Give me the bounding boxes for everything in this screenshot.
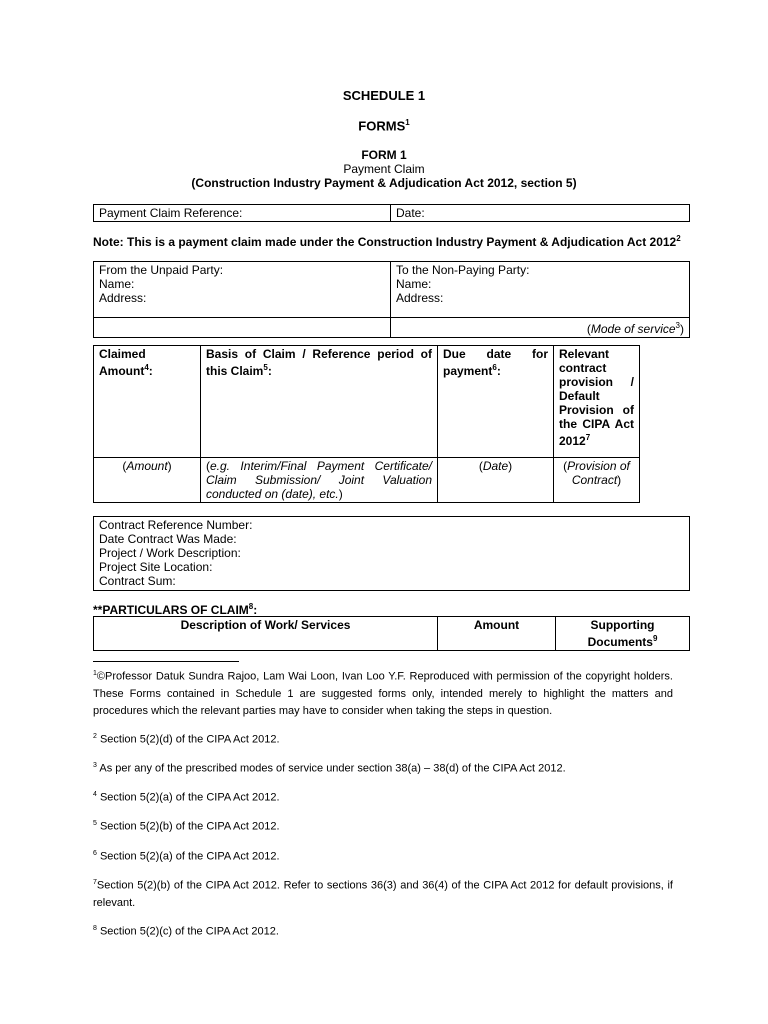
note-text <box>93 232 693 249</box>
contract-details-cell[interactable] <box>94 517 690 591</box>
contract-details-table <box>93 516 690 591</box>
due-date-header: Due date for payment$^6$: <box>438 346 554 458</box>
due-date-cell[interactable]: (Date) <box>438 458 554 503</box>
claimed-amount-header-text: Claimed Amount <box>99 347 146 378</box>
schedule-heading: SCHEDULE 1 <box>342 88 426 103</box>
footnote-4-num: 4 <box>93 791 97 798</box>
amount-cell[interactable]: (Amount) <box>94 458 201 503</box>
footnote-separator <box>93 661 239 662</box>
mode-footnote-ref: 3 <box>675 321 680 330</box>
forms-heading <box>0 118 768 133</box>
basis-of-claim-header: Basis of Claim / Reference period of this Claim$^5$: <box>201 346 438 458</box>
to-name-label: Name: <box>396 277 432 291</box>
footnote-8-text: Section 5(2)(c) of the CIPA Act 2012. <box>96 925 279 938</box>
description-header: Description of Work/ Services <box>94 617 438 651</box>
footnote-3 <box>93 757 673 778</box>
claimed-amount-ref: 4 <box>144 363 149 372</box>
contract-reference-label: Contract Reference Number: <box>99 518 253 532</box>
supporting-documents-text: Supporting Documents <box>587 618 655 649</box>
date-contract-made-label: Date Contract Was Made: <box>99 532 237 546</box>
claim-table <box>93 345 640 503</box>
project-site-label: Project Site Location: <box>99 560 213 574</box>
forms-heading-text: FORMS <box>358 118 406 134</box>
footnote-1-num: 1 <box>93 670 97 677</box>
footnote-1 <box>93 665 673 720</box>
basis-of-claim-ref: 5 <box>263 363 268 372</box>
forms-footnote-ref: 1 <box>405 118 410 127</box>
project-description-label: Project / Work Description: <box>99 546 241 560</box>
reference-table <box>93 204 690 222</box>
footnote-6 <box>93 845 673 866</box>
particulars-table <box>93 616 690 651</box>
footnote-7 <box>93 874 673 912</box>
basis-cell[interactable]: (e.g. Interim/Final Payment Certificate/ Claim Submission/ Joint Valuation conducted on (date), etc.) <box>201 458 438 503</box>
relevant-provision-header-text: Relevant contract provision / Default Provision of the CIPA Act 2012 <box>559 347 634 448</box>
footnote-5-text: Section 5(2)(b) of the CIPA Act 2012. <box>96 820 280 833</box>
unpaid-party-cell[interactable] <box>94 262 391 318</box>
footnote-8 <box>93 920 673 941</box>
supporting-documents-ref: 9 <box>652 634 658 643</box>
provision-cell[interactable]: (Provision of Contract) <box>554 458 640 503</box>
due-date-placeholder: Date <box>482 459 509 473</box>
footnote-7-num: 7 <box>93 879 97 886</box>
claimed-amount-header: Claimed Amount$^4$: <box>94 346 201 458</box>
footnote-5-num: 5 <box>93 820 97 827</box>
form-heading <box>0 148 768 190</box>
footnote-2 <box>93 728 673 749</box>
supporting-documents-header <box>556 617 690 651</box>
footnote-1-text: ©Professor Datuk Sundra Rajoo, Lam Wai Loon, Ivan Loo Y.F. Reproduced with permission of the copyright holders. These Forms contained in Schedule 1 are suggested forms only, intended merely to highlight the matters and procedures which the relevant parties may have to consider when taking the steps in question. <box>93 670 673 717</box>
note-footnote-ref: 2 <box>676 234 681 243</box>
particulars-title: **PARTICULARS OF CLAIM$^8$: <box>93 602 258 617</box>
footnote-3-text: As per any of the prescribed modes of service under section 38(a) – 38(d) of the CIPA Act 2012. <box>96 762 566 775</box>
to-address-label: Address: <box>396 291 444 305</box>
unpaid-party-extra-cell[interactable] <box>94 318 391 338</box>
mode-of-service-cell[interactable]: (Mode of service$^3$) <box>391 318 690 338</box>
basis-of-claim-header-text: Basis of Claim / Reference period of this Claim <box>206 347 432 378</box>
relevant-provision-ref: 7 <box>585 433 591 442</box>
to-label: To the Non-Paying Party: <box>396 263 530 277</box>
particulars-title-text: **PARTICULARS OF CLAIM <box>93 603 249 617</box>
non-paying-party-cell[interactable] <box>391 262 690 318</box>
relevant-provision-header <box>554 346 640 458</box>
footnote-4-text: Section 5(2)(a) of the CIPA Act 2012. <box>96 791 280 804</box>
provision-placeholder: Provision of Contract <box>567 459 630 487</box>
mode-of-service-text: Mode of service <box>590 322 676 336</box>
date-field[interactable]: Date: <box>391 205 690 222</box>
footnote-6-num: 6 <box>93 850 97 857</box>
footnote-8-num: 8 <box>93 925 97 932</box>
footnote-2-text: Section 5(2)(d) of the CIPA Act 2012. <box>96 733 280 746</box>
from-name-label: Name: <box>99 277 135 291</box>
footnote-6-text: Section 5(2)(a) of the CIPA Act 2012. <box>96 850 280 863</box>
payment-claim-reference-field[interactable]: Payment Claim Reference: <box>94 205 391 222</box>
particulars-ref: 8 <box>248 602 254 611</box>
footnote-3-num: 3 <box>93 762 97 769</box>
footnote-5 <box>93 815 673 836</box>
due-date-ref: 6 <box>492 363 497 372</box>
footnote-2-num: 2 <box>93 733 97 740</box>
parties-table <box>93 261 690 338</box>
note-body: Note: This is a payment claim made under the Construction Industry Payment & Adjudication Act 2012 <box>93 235 677 249</box>
amount-header: Amount <box>438 617 556 651</box>
form-act-line: (Construction Industry Payment & Adjudication Act 2012, section 5) <box>191 176 577 190</box>
contract-sum-label: Contract Sum: <box>99 574 176 588</box>
due-date-header-text: Due date for payment <box>443 347 548 378</box>
basis-placeholder: e.g. Interim/Final Payment Certificate/ Claim Submission/ Joint Valuation conducted on (date), etc. <box>206 459 432 501</box>
from-address-label: Address: <box>99 291 147 305</box>
form-title: Payment Claim <box>343 162 425 176</box>
footnote-7-text: Section 5(2)(b) of the CIPA Act 2012. Refer to sections 36(3) and 36(4) of the CIPA Act 2012 for default provisions, if relevant. <box>93 879 673 909</box>
amount-placeholder: Amount <box>126 459 168 473</box>
form-number: FORM 1 <box>361 148 407 162</box>
footnote-4 <box>93 786 673 807</box>
from-label: From the Unpaid Party: <box>99 263 224 277</box>
